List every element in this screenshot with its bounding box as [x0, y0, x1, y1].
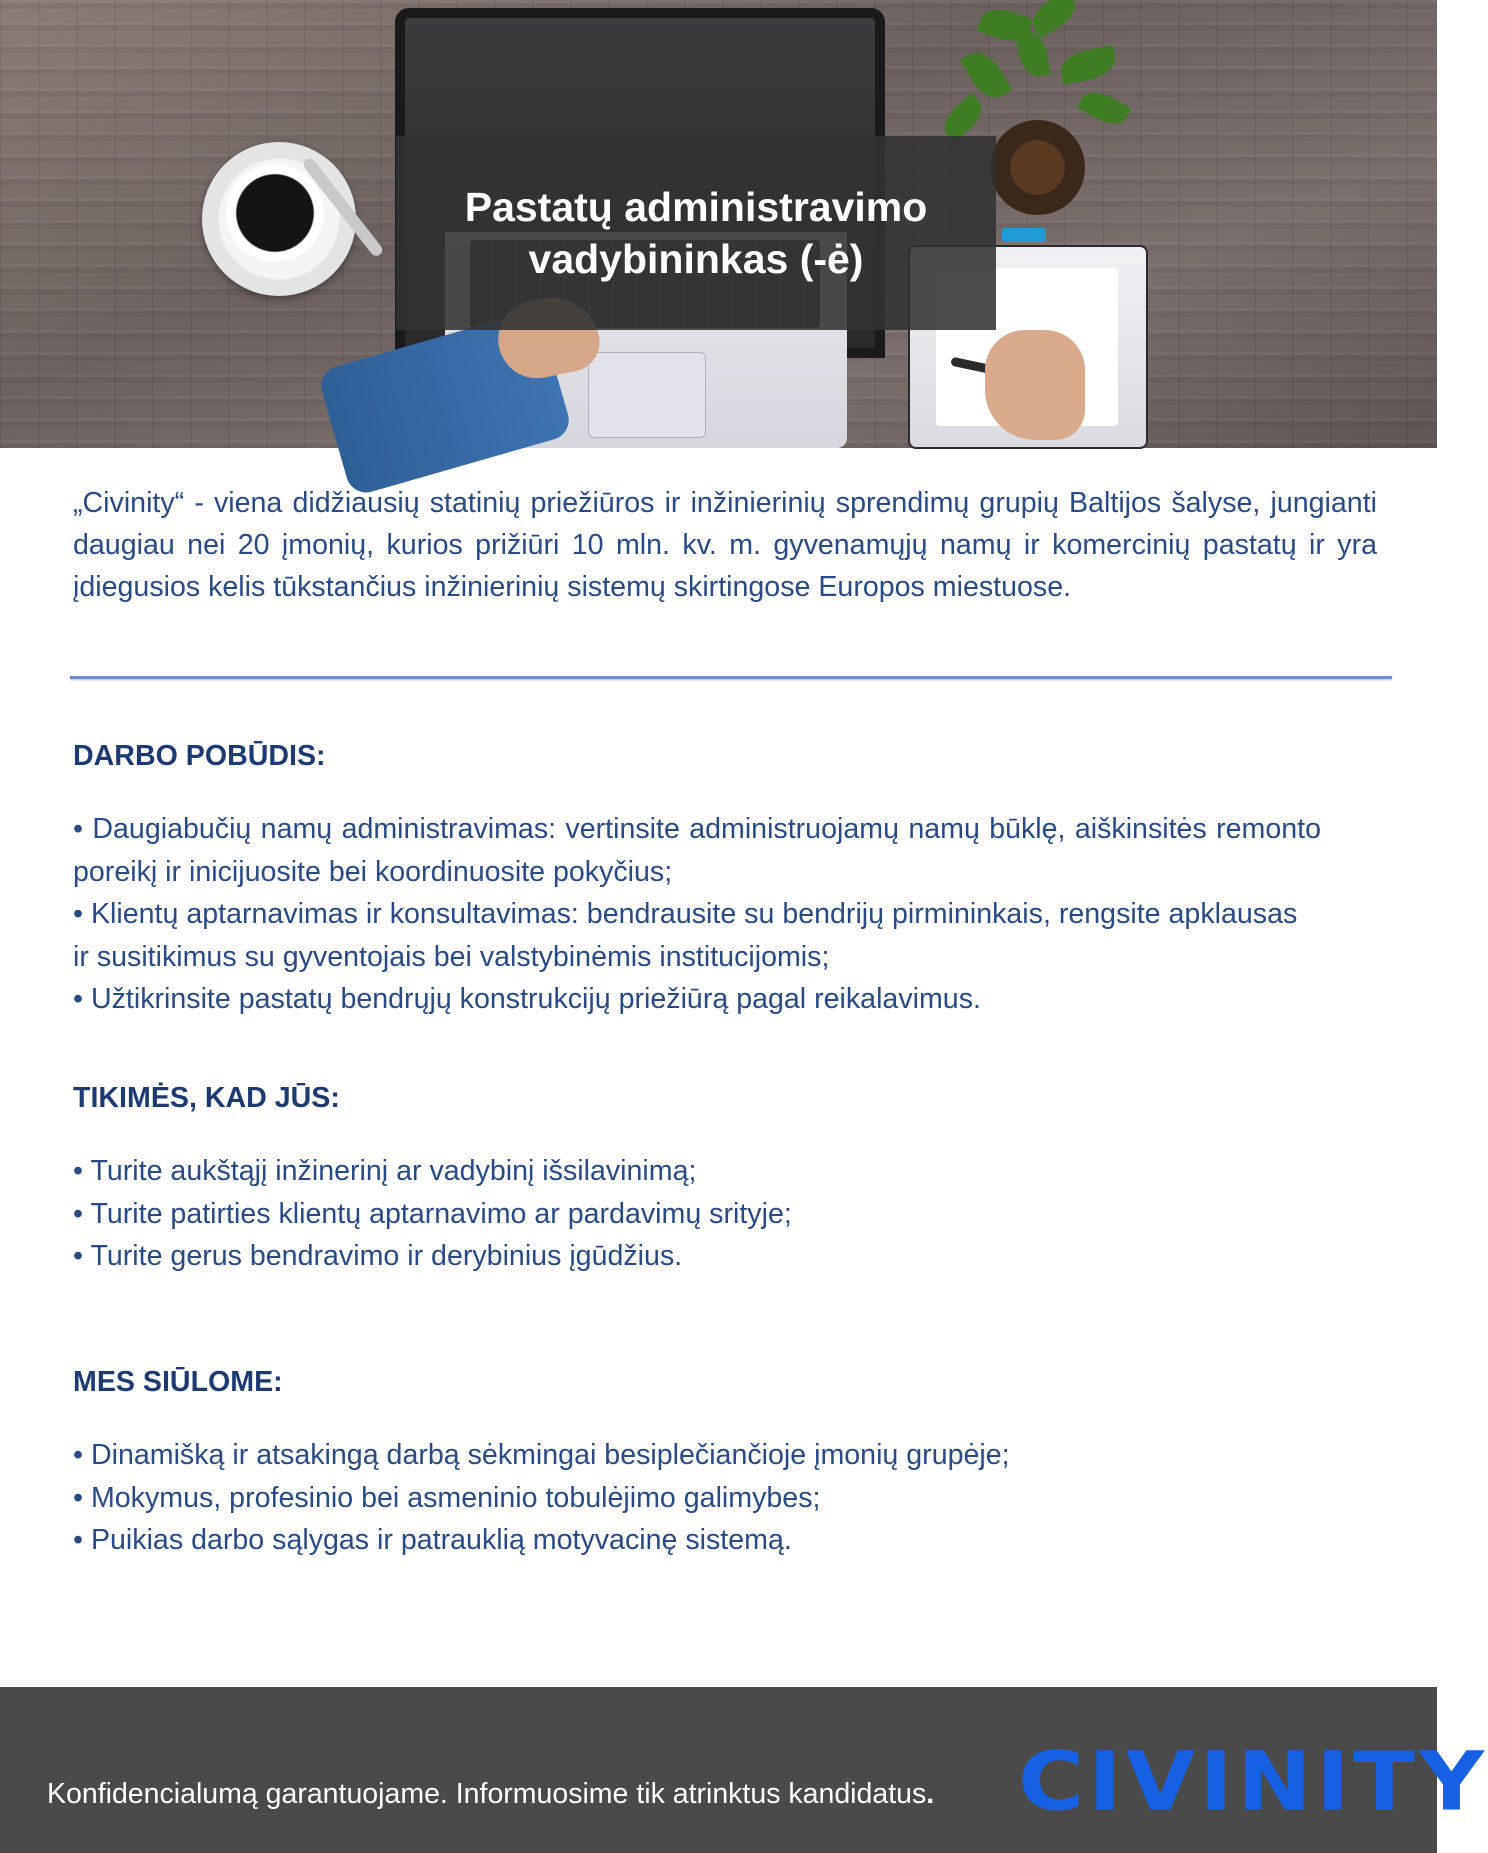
list-item: • Puikias darbo sąlygas ir patrauklią motyvacinę sistemą. [73, 1524, 792, 1556]
hand-right [985, 330, 1085, 440]
list-item: • Užtikrinsite pastatų bendrųjų konstrukcijų priežiūrą pagal reikalavimus. [73, 983, 981, 1015]
confidentiality-note [47, 1778, 934, 1811]
list-item: • Klientų aptarnavimas ir konsultavimas: bendrausite su bendrijų pirmininkais, rengsite apklausas ir susitikimus su gyventojais bei valstybinėmis institucijomis; [73, 898, 1298, 973]
divider [70, 676, 1392, 679]
job-title-line-1: Pastatų administravimo [464, 184, 928, 230]
list-item: • Turite aukštąjį inžinerinį ar vadybinį išsilavinimą; [73, 1155, 697, 1187]
list-item: • Daugiabučių namų administravimas: vertinsite administruojamų namų būklę, aiškinsitės remonto poreikį ir inicijuosite bei koordinuosite pokyčius; [73, 813, 1321, 888]
duties-list [73, 808, 1321, 1021]
company-intro: „Civinity“ - viena didžiausių statinių priežiūros ir inžinierinių sprendimų grupių Baltijos šalyse, jungianti daugiau nei 20 įmonių, kurios prižiūri 10 mln. kv. m. gyvenamųjų namų ir komercinių pastatų ir yra įdiegusios kelis tūkstančius inžinierinių sistemų skirtingose Europos miestuose. [73, 487, 1377, 603]
footer [0, 1687, 1488, 1853]
civinity-logo: CIVINITY [1018, 1734, 1488, 1830]
offer-list [73, 1434, 1333, 1562]
offer-heading: MES SIŪLOME: [73, 1366, 283, 1398]
tablet-tab [1002, 228, 1046, 242]
requirements-list [73, 1150, 1333, 1278]
coffee-cup [226, 164, 324, 262]
list-item: • Turite patirties klientų aptarnavimo ar pardavimų srityje; [73, 1197, 792, 1230]
duties-heading: DARBO POBŪDIS: [73, 740, 326, 772]
confidentiality-period: . [926, 1778, 935, 1810]
job-title-box [396, 136, 996, 330]
hero-image [0, 0, 1437, 448]
list-item: • Turite gerus bendravimo ir derybinius įgūdžius. [73, 1240, 683, 1272]
laptop-trackpad [588, 352, 706, 438]
requirements-heading: TIKIMĖS, KAD JŪS: [73, 1082, 340, 1114]
confidentiality-text: Konfidencialumą garantuojame. Informuosime tik atrinktus kandidatus [47, 1778, 927, 1810]
list-item: • Dinamišką ir atsakingą darbą sėkmingai besiplečiančioje įmonių grupėje; [73, 1439, 1010, 1471]
job-title-line-2: vadybininkas (-ė) [528, 236, 864, 282]
list-item: • Mokymus, profesinio bei asmeninio tobulėjimo galimybes; [73, 1481, 821, 1514]
